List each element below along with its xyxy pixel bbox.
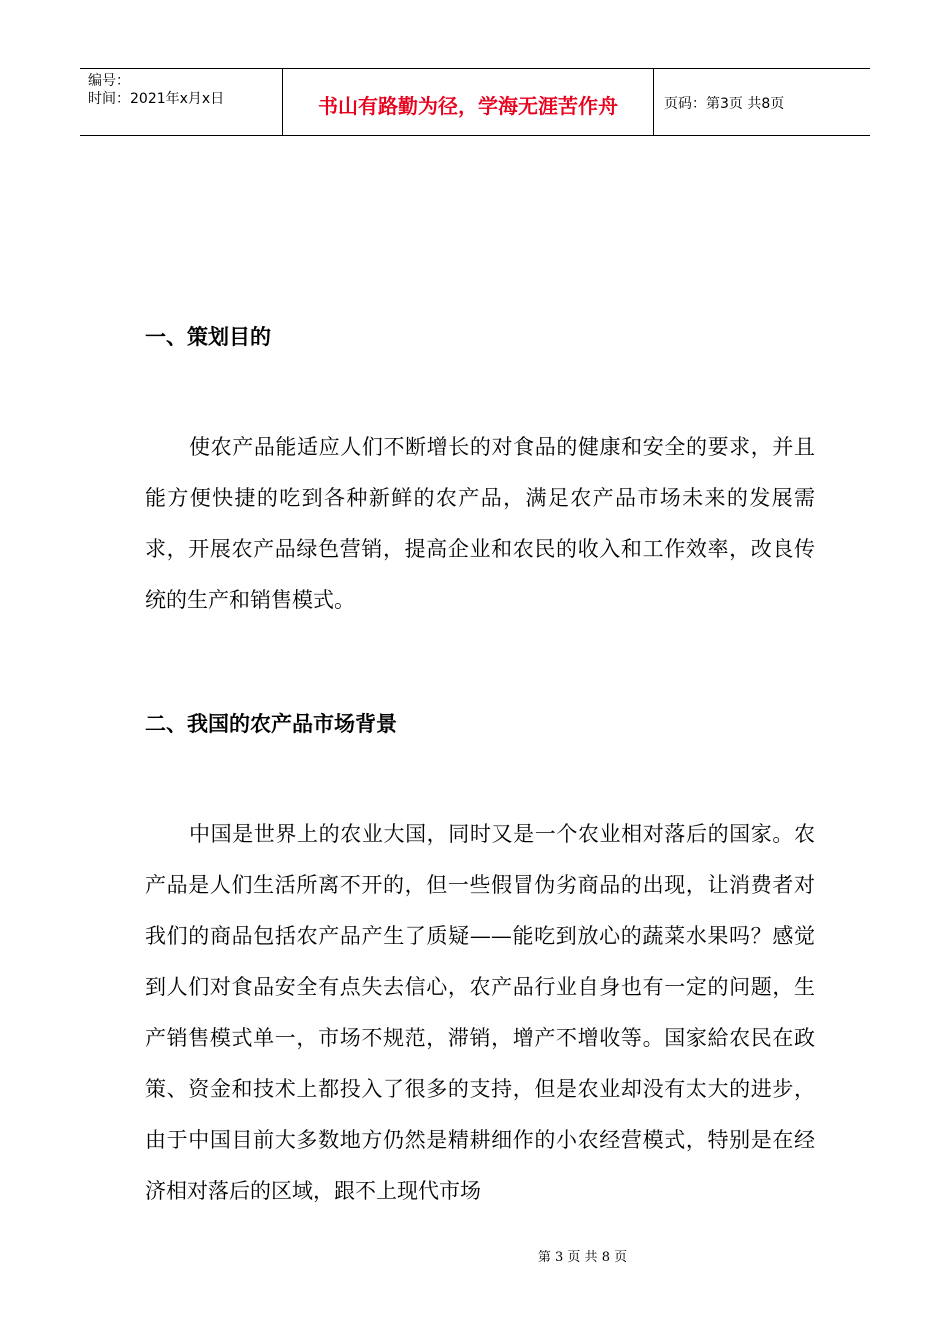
number-label: 编号： [88,73,130,89]
page-footer: 第 3 页 共 8 页 [537,1250,628,1265]
section-heading-purpose: 一、策划目的 [145,325,271,349]
header-motto: 书山有路勤为径，学海无涯苦作舟 [283,69,654,135]
header-page-info: 页码：第3页 共8页 [664,96,785,112]
section-heading-background: 二、我国的农产品市场背景 [145,712,397,736]
header-meta [80,69,283,135]
page-header [80,68,870,136]
section-paragraph-purpose: 使农产品能适应人们不断增长的对食品的健康和安全的要求，并且能方便快捷的吃到各种新鲜的农产品，满足农产品市场未来的发展需求，开展农产品绿色营销，提高企业和农民的收入和工作效率，改良传统的生产和销售模式。 [145,435,815,612]
section-paragraph-background: 中国是世界上的农业大国，同时又是一个农业相对落后的国家。农产品是人们生活所离不开的，但一些假冒伪劣商品的出现，让消费者对我们的商品包括农产品产生了质疑——能吃到放心的蔬菜水果吗？感觉到人们对食品安全有点失去信心，农产品行业自身也有一定的问题，生产销售模式单一，市场不规范，滞销，增产不增收等。国家給农民在政策、资金和技术上都投入了很多的支持，但是农业却没有太大的进步，由于中国目前大多数地方仍然是精耕细作的小农经营模式，特别是在经济相对落后的区域，跟不上现代市场 [145,822,815,1203]
time-label: 时间：2021年x月x日 [88,91,225,107]
